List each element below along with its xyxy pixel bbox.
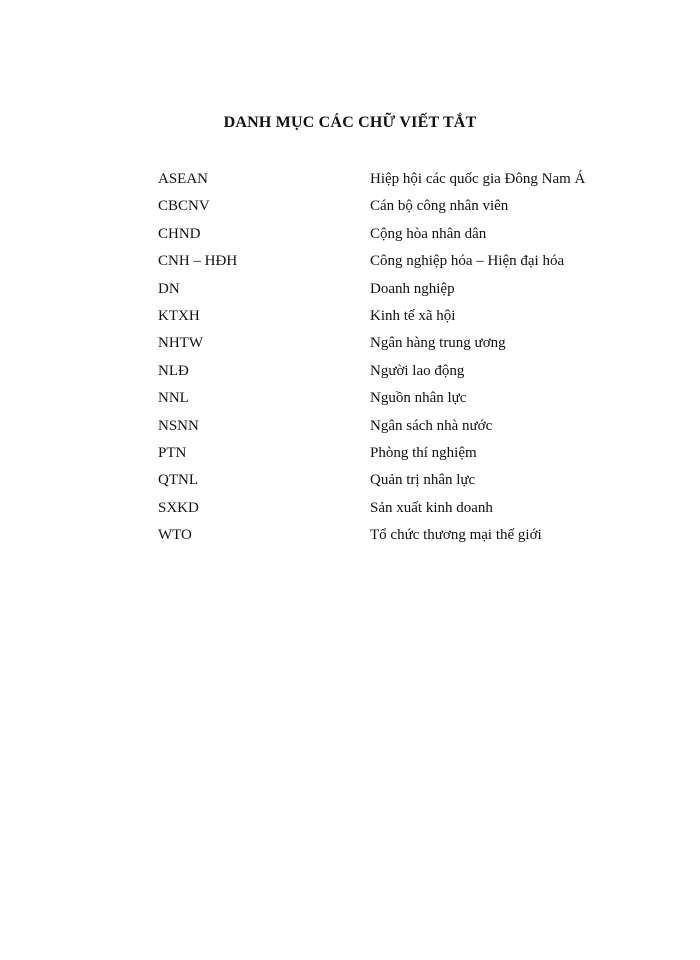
- abbreviation-row: [0, 194, 700, 221]
- abbreviation-code: SXKD: [158, 499, 199, 516]
- abbreviation-code: CHND: [158, 225, 201, 242]
- abbreviation-row: [0, 331, 700, 358]
- abbreviation-code: DN: [158, 280, 180, 297]
- abbreviation-meaning: Ngân hàng trung ương: [370, 335, 506, 352]
- abbreviation-code: NSNN: [158, 417, 199, 434]
- abbreviation-row: [0, 167, 700, 194]
- abbreviation-row: [0, 414, 700, 441]
- abbreviation-meaning: Quản trị nhân lực: [370, 472, 476, 489]
- abbreviation-meaning: Kinh tế xã hội: [370, 307, 456, 324]
- abbreviation-meaning: Ngân sách nhà nước: [370, 417, 493, 434]
- page-title: DANH MỤC CÁC CHỮ VIẾT TẮT: [223, 114, 477, 131]
- abbreviation-meaning: Người lao động: [370, 362, 465, 379]
- abbreviation-code: WTO: [158, 527, 192, 544]
- abbreviation-meaning: Tổ chức thương mại thế giới: [370, 527, 542, 544]
- abbreviation-meaning: Cộng hòa nhân dân: [370, 225, 487, 242]
- abbreviation-meaning: Cán bộ công nhân viên: [370, 198, 509, 215]
- abbreviation-row: [0, 468, 700, 495]
- abbreviation-meaning: Sản xuất kinh doanh: [370, 499, 493, 516]
- abbreviation-row: [0, 222, 700, 249]
- abbreviation-code: KTXH: [158, 307, 200, 324]
- abbreviation-row: [0, 304, 700, 331]
- abbreviation-row: [0, 523, 700, 550]
- abbreviation-row: [0, 359, 700, 386]
- abbreviation-code: QTNL: [158, 472, 198, 489]
- abbreviation-code: CBCNV: [158, 198, 210, 215]
- abbreviation-list: [0, 167, 700, 550]
- abbreviation-meaning: Phòng thí nghiệm: [370, 444, 477, 461]
- abbreviation-row: [0, 249, 700, 276]
- abbreviation-row: [0, 277, 700, 304]
- abbreviation-code: NHTW: [158, 335, 203, 352]
- abbreviation-row: [0, 386, 700, 413]
- abbreviation-row: [0, 496, 700, 523]
- abbreviation-row: [0, 441, 700, 468]
- abbreviation-meaning: Hiệp hội các quốc gia Đông Nam Á: [370, 171, 586, 187]
- abbreviation-code: NLĐ: [158, 362, 189, 379]
- abbreviation-code: ASEAN: [158, 171, 209, 187]
- abbreviation-meaning: Doanh nghiệp: [370, 280, 455, 297]
- abbreviation-code: CNH – HĐH: [158, 253, 238, 270]
- abbreviation-meaning: Công nghiệp hóa – Hiện đại hóa: [370, 253, 565, 270]
- abbreviation-meaning: Nguồn nhân lực: [370, 390, 467, 407]
- abbreviation-code: PTN: [158, 444, 187, 461]
- abbreviation-code: NNL: [158, 390, 189, 407]
